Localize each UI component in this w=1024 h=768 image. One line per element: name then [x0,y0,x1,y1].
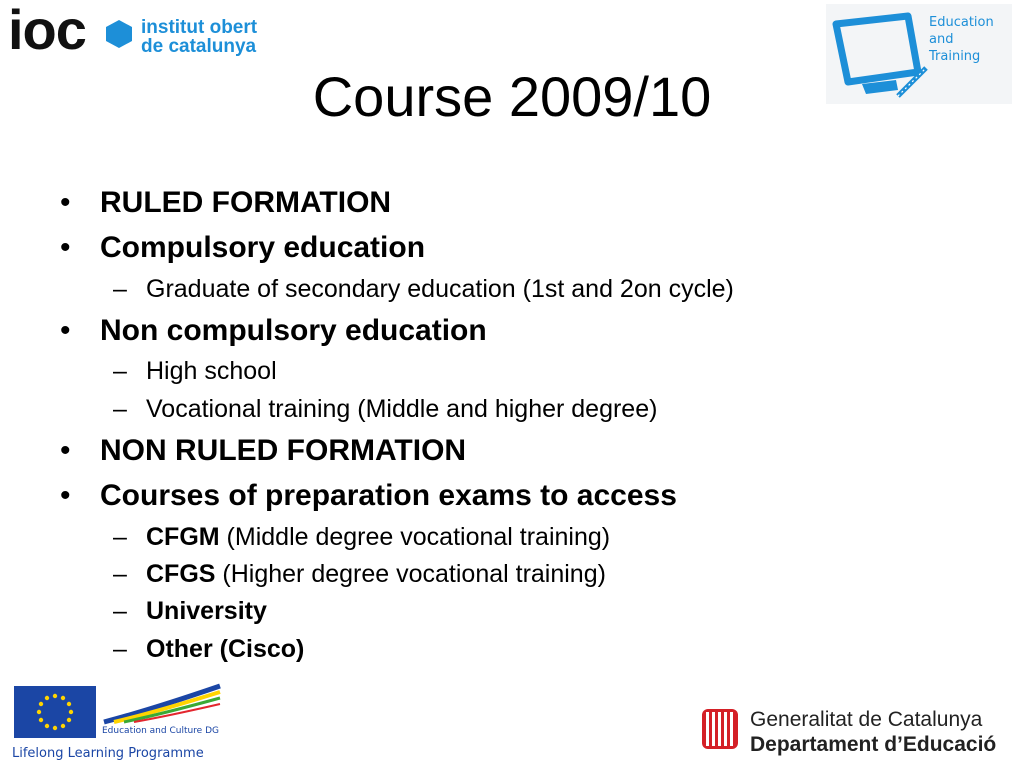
bullet-marker: • [60,479,71,512]
dash-marker: – [113,597,127,625]
eu-programme-label: Lifelong Learning Programme [12,746,204,761]
sub-bullet-rest: (Middle degree vocational training) [219,523,611,551]
sub-bullet-bold: CFGM [146,523,220,551]
generalitat-logo [700,700,1018,764]
bullet-text: Courses of preparation exams to access [100,479,677,512]
sub-bullet-text: Vocational training (Middle and higher degree) [146,395,658,423]
sub-bullet-text [146,634,304,664]
sub-bullet-text [146,559,606,589]
generalitat-name: Generalitat de Catalunya [750,708,983,731]
wave-icon [100,682,224,726]
generalitat-emblem-icon [700,706,740,752]
dash-marker: – [113,635,127,663]
sub-bullet-text: High school [146,357,277,385]
dash-marker: – [113,523,127,551]
bullet-text: NON RULED FORMATION [100,434,467,467]
dash-marker: – [113,357,127,385]
eu-logo-block [6,680,226,766]
bullet-text: Non compulsory education [100,314,487,347]
sub-bullet-text: Graduate of secondary education (1st and 2on cycle) [146,275,734,303]
bullet-marker: • [60,186,71,219]
sub-bullet-bold: CFGS [146,560,216,588]
sub-bullet-bold: Other (Cisco) [146,635,305,663]
dash-marker: – [113,395,127,423]
bullet-marker: • [60,231,71,264]
et-line3: Training [929,49,981,64]
sub-bullet-text [146,522,610,552]
dash-marker: – [113,560,127,588]
eu-dg-label: Education and Culture DG [102,726,219,736]
generalitat-department: Departament d’Educació [750,733,997,756]
ioc-logo-word: ioc [8,0,86,61]
ioc-logo-line1: institut obert [141,17,258,38]
sub-bullet-bold: University [146,597,267,625]
sub-bullet-rest: (Higher degree vocational training) [215,560,606,588]
bullet-marker: • [60,434,71,467]
bullet-text: RULED FORMATION [100,186,392,219]
sub-bullet-text [146,596,267,626]
bullet-marker: • [60,314,71,347]
eu-flag-icon [14,686,96,738]
ioc-logo-line2: de catalunya [141,36,257,57]
et-line1: Education [929,15,994,30]
dash-marker: – [113,275,127,303]
bullet-text: Compulsory education [100,231,426,264]
et-line2: and [929,32,954,47]
slide-title: Course 2009/10 [312,65,712,128]
